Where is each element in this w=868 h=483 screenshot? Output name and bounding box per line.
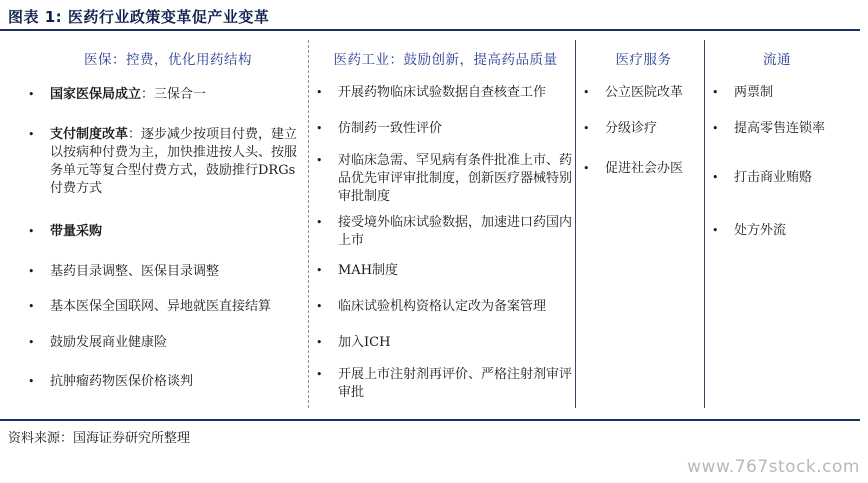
- list-item: • 抗肿瘤药物医保价格谈判: [28, 374, 194, 389]
- list-item: • 基药目录调整、医保目录调整: [28, 264, 220, 279]
- bullet-icon: •: [712, 122, 719, 135]
- list-item: • 处方外流: [712, 223, 787, 238]
- bullet-icon: •: [28, 336, 35, 349]
- list-item: • MAH制度: [316, 263, 399, 278]
- bullet-icon: •: [583, 86, 590, 99]
- list-item: • 提高零售连锁率: [712, 121, 826, 136]
- column-header: 医药工业：鼓励创新，提高药品质量: [333, 52, 558, 68]
- bullet-icon: •: [28, 225, 35, 238]
- list-item: • 国家医保局成立：三保合一: [28, 87, 207, 102]
- column-header: 流通: [763, 52, 791, 68]
- bullet-icon: •: [316, 122, 323, 135]
- column-pharma-industry: [316, 40, 576, 408]
- column-distribution: [712, 40, 842, 408]
- bullet-icon: •: [316, 368, 323, 381]
- source-note: 资料来源：国海证券研究所整理: [8, 431, 191, 446]
- list-item: • 两票制: [712, 85, 774, 100]
- bullet-icon: •: [316, 300, 323, 313]
- bottom-rule: [0, 419, 860, 421]
- watermark: www.767stock.com: [687, 457, 860, 477]
- bullet-icon: •: [28, 375, 35, 388]
- list-item: • 接受境外临床试验数据，加速进口药国内上市: [316, 215, 573, 248]
- bullet-icon: •: [583, 162, 590, 175]
- bullet-icon: •: [316, 264, 323, 277]
- list-item: • 开展上市注射剂再评价、严格注射剂审评审批: [316, 367, 573, 400]
- column-header: 医保：控费，优化用药结构: [84, 52, 252, 68]
- bullet-icon: •: [316, 336, 323, 349]
- bullet-icon: •: [28, 128, 35, 141]
- list-item: • 加入ICH: [316, 335, 391, 350]
- list-item: • 公立医院改革: [583, 85, 684, 100]
- top-rule: [0, 29, 860, 31]
- bullet-icon: •: [28, 88, 35, 101]
- column-header: 医疗服务: [615, 52, 672, 68]
- list-item: • 基本医保全国联网、异地就医直接结算: [28, 299, 272, 314]
- column-medical-insurance: [28, 40, 309, 408]
- column-medical-services: [583, 40, 705, 408]
- list-item: • 对临床急需、罕见病有条件批准上市、药品优先审评审批制度，创新医疗器械特别审批制度: [316, 153, 573, 204]
- bullet-icon: •: [28, 300, 35, 313]
- bullet-icon: •: [316, 86, 323, 99]
- bullet-icon: •: [316, 154, 323, 167]
- list-item: • 打击商业贿赂: [712, 170, 813, 185]
- bullet-icon: •: [712, 224, 719, 237]
- bullet-icon: •: [316, 216, 323, 229]
- list-item: • 临床试验机构资格认定改为备案管理: [316, 299, 547, 314]
- figure-title: 图表 1: 医药行业政策变革促产业变革: [8, 8, 270, 26]
- list-item: • 支付制度改革：逐步减少按项目付费，建立以按病种付费为主，加快推进按人头、按服务单元等复合型付费方式，鼓励推行DRGs付费方式: [28, 127, 298, 196]
- bullet-icon: •: [583, 122, 590, 135]
- list-item: • 促进社会办医: [583, 161, 684, 176]
- list-item: • 仿制药一致性评价: [316, 121, 443, 136]
- bullet-icon: •: [28, 265, 35, 278]
- bullet-icon: •: [712, 171, 719, 184]
- list-item: • 分级诊疗: [583, 121, 658, 136]
- bullet-icon: •: [712, 86, 719, 99]
- list-item: • 带量采购: [28, 224, 103, 239]
- list-item: • 开展药物临床试验数据自查核查工作: [316, 85, 547, 100]
- list-item: • 鼓励发展商业健康险: [28, 335, 168, 350]
